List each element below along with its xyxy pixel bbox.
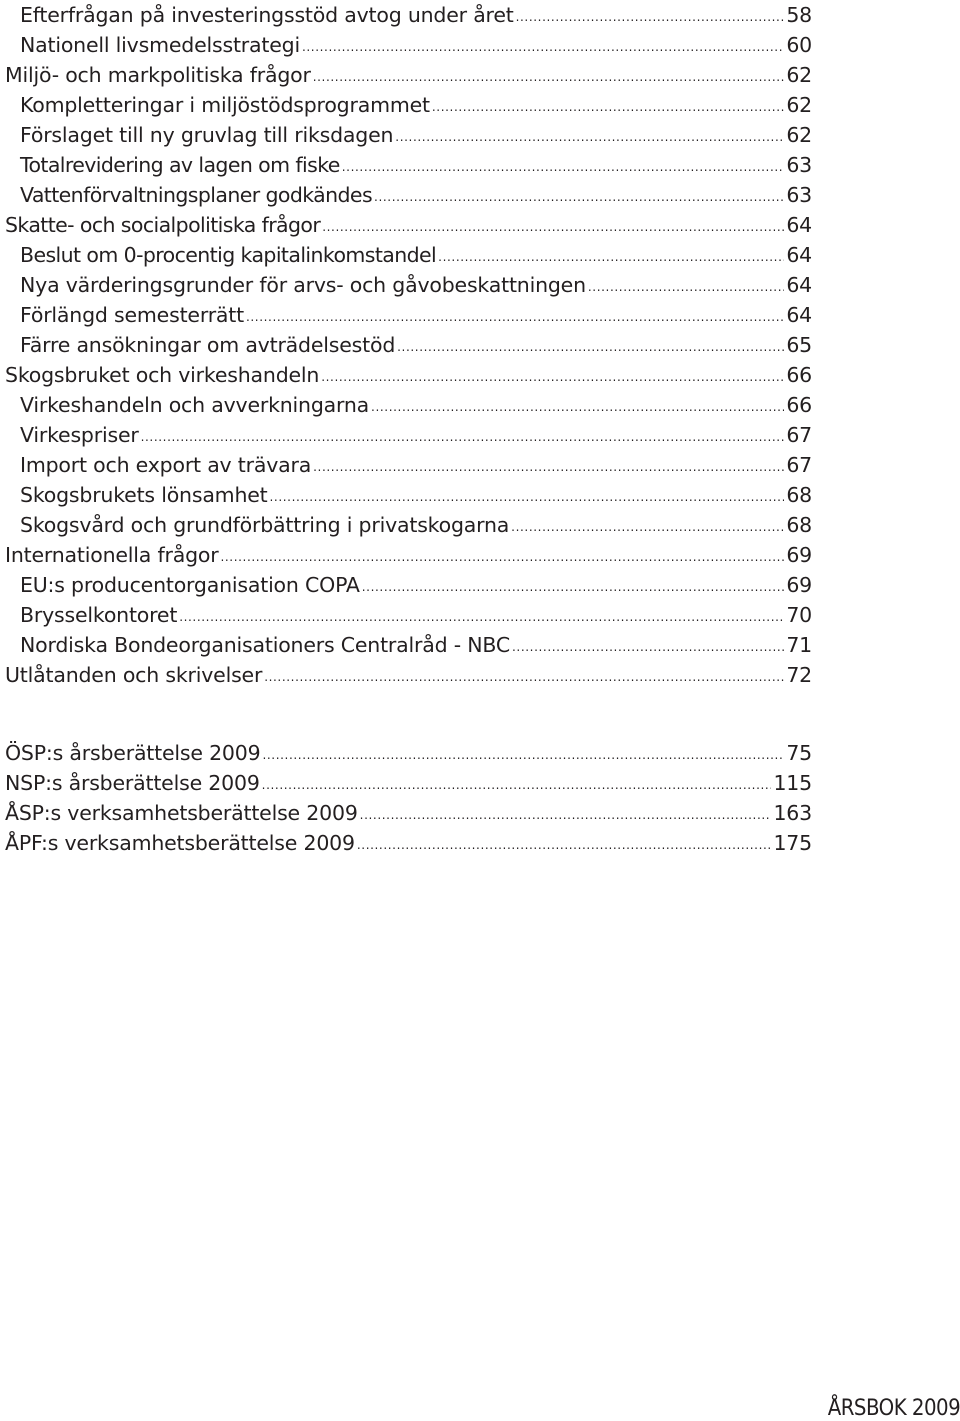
toc-entry-page: 67 (786, 423, 812, 447)
toc-appendix-entry[interactable] (0, 828, 812, 858)
toc-entry-title: Nationell livsmedelsstrategi (20, 33, 300, 57)
toc-dot-leader (179, 602, 784, 632)
section-gap (0, 690, 812, 738)
toc-dot-leader (516, 2, 785, 32)
toc-entry[interactable] (0, 210, 812, 240)
toc-entry-page: 62 (786, 93, 812, 117)
toc-entry-title: Nya värderingsgrunder för arvs- och gåvobeskattningen (20, 273, 586, 297)
toc-entry-page: 75 (786, 741, 812, 765)
toc-dot-leader (302, 32, 784, 62)
toc-entry-title: Import och export av trävara (20, 453, 312, 477)
toc-entry-title: ÅPF:s verksamhetsberättelse 2009 (5, 831, 355, 855)
toc-entry-title: ÅSP:s verksamhetsberättelse 2009 (5, 801, 358, 825)
toc-dot-leader (397, 332, 784, 362)
toc-entry-page: 68 (786, 483, 812, 507)
toc-entry-page: 64 (786, 273, 812, 297)
toc-entry-title: Skogsvård och grundförbättring i privatskogarna (20, 513, 510, 537)
toc-entry-page: 62 (786, 123, 812, 147)
toc-entry[interactable] (0, 600, 812, 630)
toc-entry[interactable] (0, 240, 812, 270)
toc-dot-leader (511, 512, 784, 542)
toc-dot-leader (374, 182, 784, 212)
toc-entry-title: Vattenförvaltningsplaner godkändes (20, 183, 373, 207)
toc-dot-leader (264, 662, 784, 692)
toc-appendix-entry[interactable] (0, 798, 812, 828)
toc-entry-page: 70 (786, 603, 812, 627)
toc-entry-page: 68 (786, 513, 812, 537)
toc-entry-title: Miljö- och markpolitiska frågor (5, 63, 311, 87)
toc-entry[interactable] (0, 510, 812, 540)
toc-entry[interactable] (0, 30, 812, 60)
toc-entry-title: Skatte- och socialpolitiska frågor (5, 213, 321, 237)
toc-entry-title: Skogsbruket och virkeshandeln (5, 363, 320, 387)
toc-entry-title: Internationella frågor (5, 543, 219, 567)
footer-yearbook-label: ÅRSBOK 2009 (827, 1396, 960, 1421)
toc-dot-leader (395, 122, 784, 152)
toc-entry-title: Totalrevidering av lagen om fiske (20, 153, 340, 177)
toc-entry-page: 66 (786, 363, 812, 387)
toc-dot-leader (438, 242, 784, 272)
toc-entry-page: 64 (786, 243, 812, 267)
toc-entry-title: Skogsbrukets lönsamhet (20, 483, 268, 507)
toc-entry-page: 58 (786, 3, 812, 27)
toc-dot-leader (262, 740, 784, 770)
toc-entry[interactable] (0, 120, 812, 150)
toc-entry[interactable] (0, 480, 812, 510)
toc-dot-leader (360, 800, 772, 830)
toc-entry[interactable] (0, 150, 812, 180)
toc-entry[interactable] (0, 420, 812, 450)
toc-dot-leader (357, 830, 772, 860)
toc-entry-title: Virkeshandeln och avverkningarna (20, 393, 370, 417)
toc-dot-leader (270, 482, 785, 512)
toc-entry-title: ÖSP:s årsberättelse 2009 (5, 741, 261, 765)
toc-entry-title: Förslaget till ny gruvlag till riksdagen (20, 123, 394, 147)
toc-entry[interactable] (0, 60, 812, 90)
toc-dot-leader (588, 272, 784, 302)
toc-entry-page: 163 (773, 801, 812, 825)
toc-entry-page: 60 (786, 33, 812, 57)
toc-entry-title: Kompletteringar i miljöstödsprogrammet (20, 93, 430, 117)
toc-entry-title: EU:s producentorganisation COPA (20, 573, 360, 597)
toc-entry-page: 62 (786, 63, 812, 87)
toc-entry[interactable] (0, 660, 812, 690)
toc-appendix-entry[interactable] (0, 738, 812, 768)
toc-entry-page: 63 (786, 183, 812, 207)
toc-entry[interactable] (0, 540, 812, 570)
toc-entry-page: 69 (786, 543, 812, 567)
toc-dot-leader (342, 152, 785, 182)
toc-dot-leader (432, 92, 784, 122)
toc-entry[interactable] (0, 630, 812, 660)
toc-entry[interactable] (0, 180, 812, 210)
toc-entry-title: Beslut om 0-procentig kapitalinkomstandel (20, 243, 437, 267)
toc-entry[interactable] (0, 450, 812, 480)
toc-entry[interactable] (0, 90, 812, 120)
toc-dot-leader (141, 422, 785, 452)
toc-entry-title: NSP:s årsberättelse 2009 (5, 771, 260, 795)
toc-dot-leader (262, 770, 772, 800)
toc-entry[interactable] (0, 360, 812, 390)
toc-entry-title: Utlåtanden och skrivelser (5, 663, 263, 687)
toc-entry[interactable] (0, 0, 812, 30)
toc-entry-page: 67 (786, 453, 812, 477)
toc-entry-title: Färre ansökningar om avträdelsestöd (20, 333, 396, 357)
toc-entry-title: Efterfrågan på investeringsstöd avtog under året (20, 3, 514, 27)
toc-entry[interactable] (0, 390, 812, 420)
toc-entry-page: 69 (786, 573, 812, 597)
toc-dot-leader (313, 452, 784, 482)
toc-entry[interactable] (0, 300, 812, 330)
toc-entry-title: Brysselkontoret (20, 603, 178, 627)
toc-entry-title: Virkespriser (20, 423, 139, 447)
toc-entry-title: Förlängd semesterrätt (20, 303, 244, 327)
toc-entry[interactable] (0, 330, 812, 360)
toc-dot-leader (371, 392, 784, 422)
toc-dot-leader (512, 632, 784, 662)
toc-entry-page: 64 (786, 213, 812, 237)
toc-entry-page: 65 (786, 333, 812, 357)
toc-dot-leader (362, 572, 785, 602)
toc-entry-page: 66 (786, 393, 812, 417)
toc-entry-page: 64 (786, 303, 812, 327)
toc-entry-page: 115 (773, 771, 812, 795)
toc-entry-page: 63 (786, 153, 812, 177)
toc-dot-leader (321, 362, 784, 392)
toc-appendix-entry[interactable] (0, 768, 812, 798)
toc-entry-page: 175 (773, 831, 812, 855)
toc-entry[interactable] (0, 270, 812, 300)
toc-dot-leader (220, 542, 784, 572)
toc-entry-page: 71 (786, 633, 812, 657)
toc-entry-title: Nordiska Bondeorganisationers Centralråd - NBC (20, 633, 510, 657)
toc-dot-leader (313, 62, 785, 92)
toc-entry-page: 72 (786, 663, 812, 687)
toc-dot-leader (246, 302, 784, 332)
toc-dot-leader (322, 212, 784, 242)
toc-entry[interactable] (0, 570, 812, 600)
